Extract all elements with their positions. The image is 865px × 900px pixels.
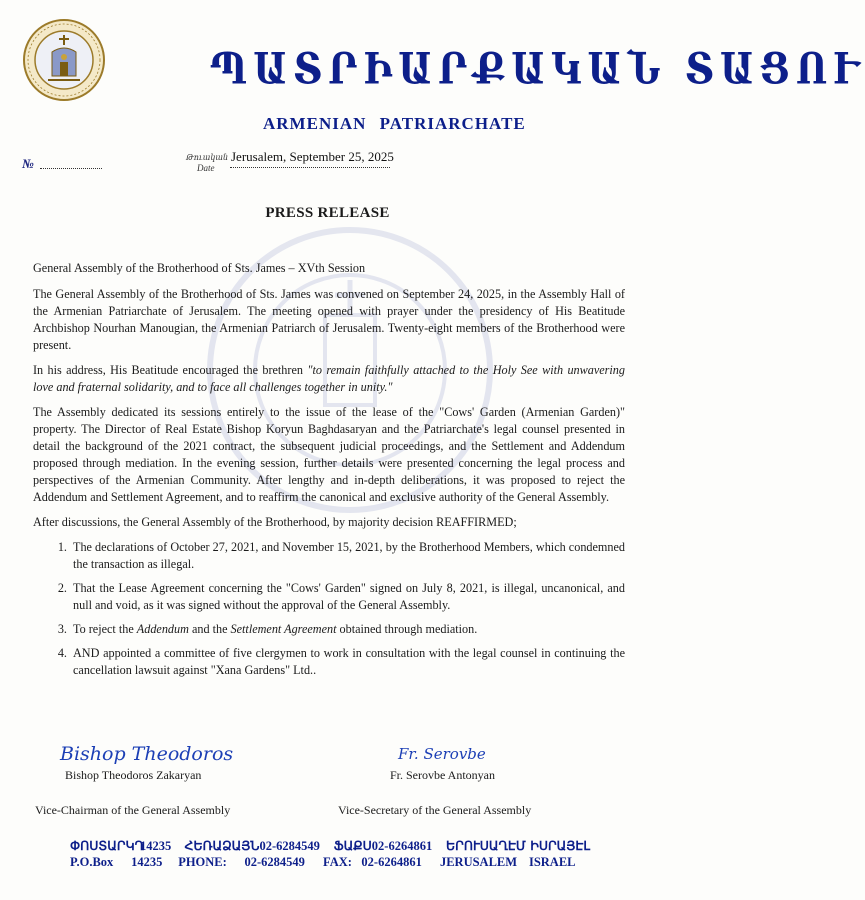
item3-text: To reject the — [73, 622, 137, 636]
signatory-role-right: Vice-Secretary of the General Assembly — [338, 803, 532, 817]
list-item: 4. AND appointed a committee of five clergymen to work in consultation with the legal counsel in continuing the cancellation lawsuit against "Xana Gardens" Ltd.. — [70, 645, 625, 679]
handwritten-signature-left: Bishop Theodoros — [60, 743, 234, 765]
signature-block-right — [338, 742, 618, 818]
item3-text: and the — [188, 622, 231, 636]
paragraph-reaffirmed: After discussions, the General Assembly of the Brotherhood, by majority decision REAFFIRMED; — [33, 515, 517, 529]
document-title: PRESS RELEASE — [265, 205, 390, 221]
footer-fax-english: FAX: — [323, 855, 352, 869]
reference-number-label: № — [22, 156, 34, 171]
english-patriarchate-name: ARMENIAN PATRIARCHATE — [263, 114, 526, 133]
paragraph-sessions: The Assembly dedicated its sessions entirely to the issue of the lease of the "Cows' Garden (Armenian Garden)" property. The Director of Real Estate Bishop Koryun Baghdasaryan and the Patriarchate's legal counsel presented in detail the background of the 2021 contract, the subsequent judicial proceedings, and the Settlement and Addendum proposed through mediation. In the evening session, further details were presented concerning the legal process and perspectives of the Armenian Community. After lengthy and in-depth deliberations, it was proposed to reject the Addendum and Settlement Agreement, and to reaffirm the canonical and exclusive authority of the General Assembly. — [33, 405, 625, 504]
signatory-name-left: Bishop Theodoros Zakaryan — [65, 768, 202, 782]
decision-list — [33, 539, 625, 679]
item3-addendum: Addendum — [136, 622, 189, 636]
footer-country-english: ISRAEL — [528, 855, 576, 869]
paragraph-convened: The General Assembly of the Brotherhood of Sts. James was convened on September 24, 2025, in the Assembly Hall of the Armenian Patriarchate of Jerusalem. The meeting opened with prayer under the presidency of His Beatitude Archbishop Nourhan Manougian, the Armenian Patriarch of Jerusalem. Twenty-eight members of the Brotherhood were present. — [33, 287, 625, 352]
footer-phone-armenian: ՀԵՌԱՁԱՅՆ — [184, 839, 260, 853]
footer-row-english — [70, 854, 590, 870]
paragraph-address — [33, 362, 625, 396]
address-quote: "to remain faithfully attached to the Holy See with unwavering love and fraternal solidarity, and to face all challenges together in unity." — [33, 363, 625, 394]
footer-pobox-number: 14235 — [131, 855, 163, 869]
reference-number-line — [40, 168, 102, 169]
list-item: 2. That the Lease Agreement concerning the "Cows' Garden" signed on July 8, 2021, is illegal, uncanonical, and null and void, as it was signed without the approval of the General Assembly. — [70, 580, 625, 614]
footer-phone-english: PHONE: — [178, 855, 227, 869]
footer-phone-number: 02-6284549 — [244, 855, 305, 869]
session-line: General Assembly of the Brotherhood of Sts. James – XVth Session — [33, 261, 366, 275]
footer-city-english: JERUSALEM — [439, 855, 518, 869]
item3-settlement: Settlement Agreement — [230, 622, 337, 636]
footer-fax-number: 02-6264861 — [361, 855, 422, 869]
footer-country-armenian: ԻՍՐԱՅԷԼ — [530, 839, 590, 853]
footer-fax-armenian: ՖԱՔՍ — [333, 839, 372, 853]
footer-pobox-english: P.O.Box — [70, 855, 114, 869]
footer-phone-number: 02-6284549 — [259, 839, 320, 853]
armenian-patriarchate-name: ՊԱՏՐԻԱՐՔԱԿԱՆ ՏԱՑՈՒ — [210, 43, 865, 95]
signature-block-left — [35, 742, 295, 818]
letterhead-footer — [70, 838, 590, 870]
footer-pobox-number: 14235 — [140, 839, 172, 853]
footer-pobox-armenian: ՓՈՍՏԱՐԿՂ — [70, 839, 145, 853]
date-label-english: Date — [197, 163, 215, 173]
patriarchate-seal-logo — [22, 18, 106, 102]
address-intro: In his address, His Beatitude encouraged the brethren — [33, 363, 308, 377]
signatory-role-left: Vice-Chairman of the General Assembly — [35, 803, 231, 817]
date-line — [230, 167, 390, 168]
signatory-name-right: Fr. Serovbe Antonyan — [390, 768, 495, 782]
item3-text: obtained through mediation. — [336, 622, 478, 636]
list-item — [70, 621, 625, 638]
document-body — [33, 260, 625, 686]
footer-row-armenian — [70, 838, 590, 854]
date-label-armenian: Թուական — [186, 153, 229, 162]
list-item: 1. The declarations of October 27, 2021, and November 15, 2021, by the Brotherhood Members, which condemned the transaction as illegal. — [70, 539, 625, 573]
handwritten-signature-right: Fr. Serovbe — [398, 745, 486, 763]
footer-city-armenian: ԵՐՈՒՍԱՂԷՄ — [446, 839, 526, 853]
footer-fax-number: 02-6264861 — [371, 839, 433, 853]
date-value: Jerusalem, September 25, 2025 — [231, 149, 394, 164]
